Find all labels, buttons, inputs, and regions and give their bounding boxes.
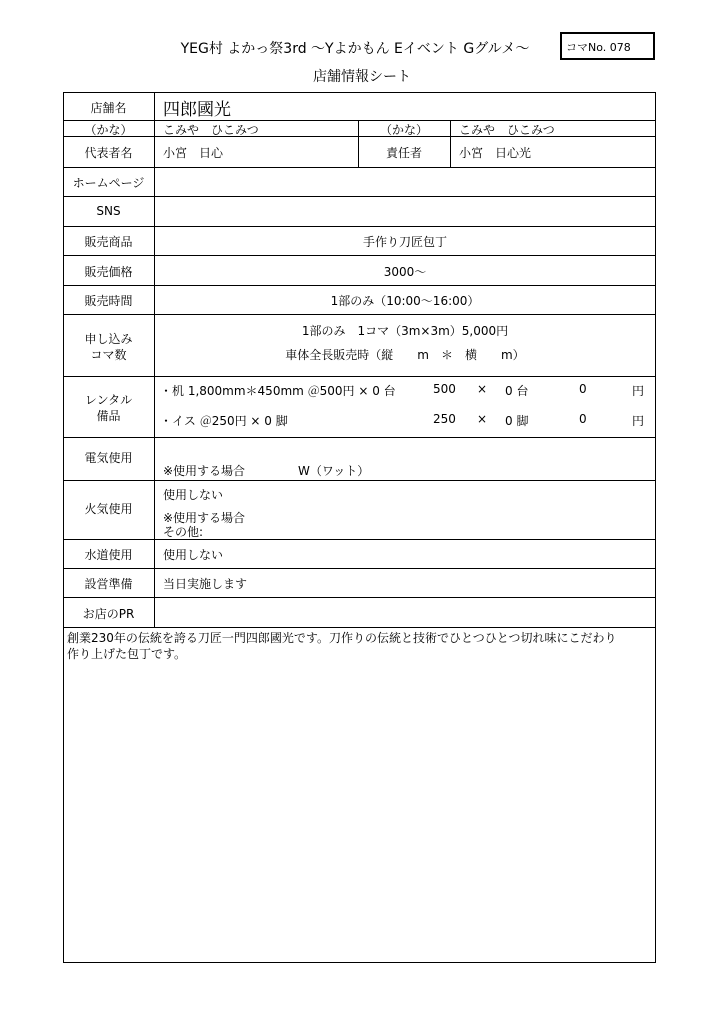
pr-text-line-1: 創業230年の伝統を誇る刀匠一門四郎國光です。刀作りの伝統と技術でひとつひとつ切れ味にこだわり [67, 631, 617, 645]
kana-label-2: （かな） [379, 123, 428, 137]
row-divider [63, 285, 656, 286]
application-line-1: 1部のみ 1コマ（3m×3m）5,000円 [301, 324, 509, 338]
koma-number-box: コマNo. 078 [560, 32, 655, 60]
sheet-subtitle: 店舗情報シート [313, 69, 411, 85]
rental-chair-item: ・イス ＠250円 × 0 脚 [160, 414, 288, 428]
rental-desk-times: × [477, 382, 488, 396]
row-divider [63, 167, 656, 168]
electric-label: 電気使用 [84, 451, 133, 465]
responsible-label: 責任者 [385, 146, 422, 160]
rental-desk-yen: 円 [632, 384, 645, 398]
kana-label: （かな） [84, 123, 133, 137]
row-divider [63, 437, 656, 438]
column-divider [450, 120, 451, 167]
application-label-1: 申し込み [84, 332, 133, 346]
rental-chair-unit: 250 [433, 412, 456, 426]
product-label: 販売商品 [84, 235, 133, 249]
electric-watt: W（ワット） [298, 464, 370, 478]
application-line-2: 車体全長販売時（縦 m ＊ 横 m） [285, 348, 525, 362]
rental-desk-total: 0 [579, 382, 587, 396]
row-divider [63, 539, 656, 540]
representative-value: 小宮 日心 [163, 146, 224, 160]
kana-value: こみや ひこみつ [163, 123, 259, 137]
water-value: 使用しない [163, 548, 224, 562]
rental-chair-total: 0 [579, 412, 587, 426]
fire-value: 使用しない [163, 488, 224, 502]
price-value: 3000～ [383, 265, 427, 279]
shop-name-label: 店舗名 [90, 101, 127, 115]
product-value: 手作り刀匠包丁 [362, 235, 447, 249]
responsible-value: 小宮 日心光 [459, 146, 532, 160]
row-divider [63, 196, 656, 197]
rental-desk-unit: 500 [433, 382, 456, 396]
row-divider [63, 480, 656, 481]
sns-label: SNS [96, 204, 121, 218]
rental-desk-qty: 0 台 [505, 384, 529, 398]
fire-other: その他: [163, 525, 204, 539]
rental-chair-times: × [477, 412, 488, 426]
water-label: 水道使用 [84, 548, 133, 562]
pr-label: お店のPR [82, 607, 135, 621]
rental-desk-item: ・机 1,800mm＊450mm ＠500円 × 0 台 [160, 384, 396, 398]
fire-note: ※使用する場合 [163, 511, 246, 525]
shop-name: 四郎國光 [163, 100, 231, 120]
row-divider [63, 255, 656, 256]
sales-time-label: 販売時間 [84, 294, 133, 308]
row-divider [63, 568, 656, 569]
electric-note: ※使用する場合 [163, 464, 246, 478]
price-label: 販売価格 [84, 265, 133, 279]
row-divider [63, 226, 656, 227]
row-divider [63, 376, 656, 377]
application-label-2: コマ数 [90, 348, 127, 362]
row-divider [63, 597, 656, 598]
sheet-title: YEG村 よかっ祭3rd ～Yよかもん Eイベント Gグルメ～ [180, 41, 530, 57]
rental-chair-yen: 円 [632, 414, 645, 428]
row-divider [63, 314, 656, 315]
rental-label-2: 備品 [96, 409, 121, 423]
fire-label: 火気使用 [84, 502, 133, 516]
pr-text-line-2: 作り上げた包丁です。 [67, 647, 187, 661]
setup-value: 当日実施します [163, 577, 248, 591]
homepage-label: ホームページ [72, 176, 145, 190]
representative-label: 代表者名 [84, 146, 133, 160]
row-divider [63, 627, 656, 628]
rental-label-1: レンタル [84, 393, 133, 407]
setup-label: 設営準備 [84, 577, 133, 591]
sales-time-value: 1部のみ（10:00～16:00） [330, 294, 480, 308]
rental-chair-qty: 0 脚 [505, 414, 529, 428]
kana-value-2: こみや ひこみつ [459, 123, 555, 137]
info-table [63, 92, 656, 963]
